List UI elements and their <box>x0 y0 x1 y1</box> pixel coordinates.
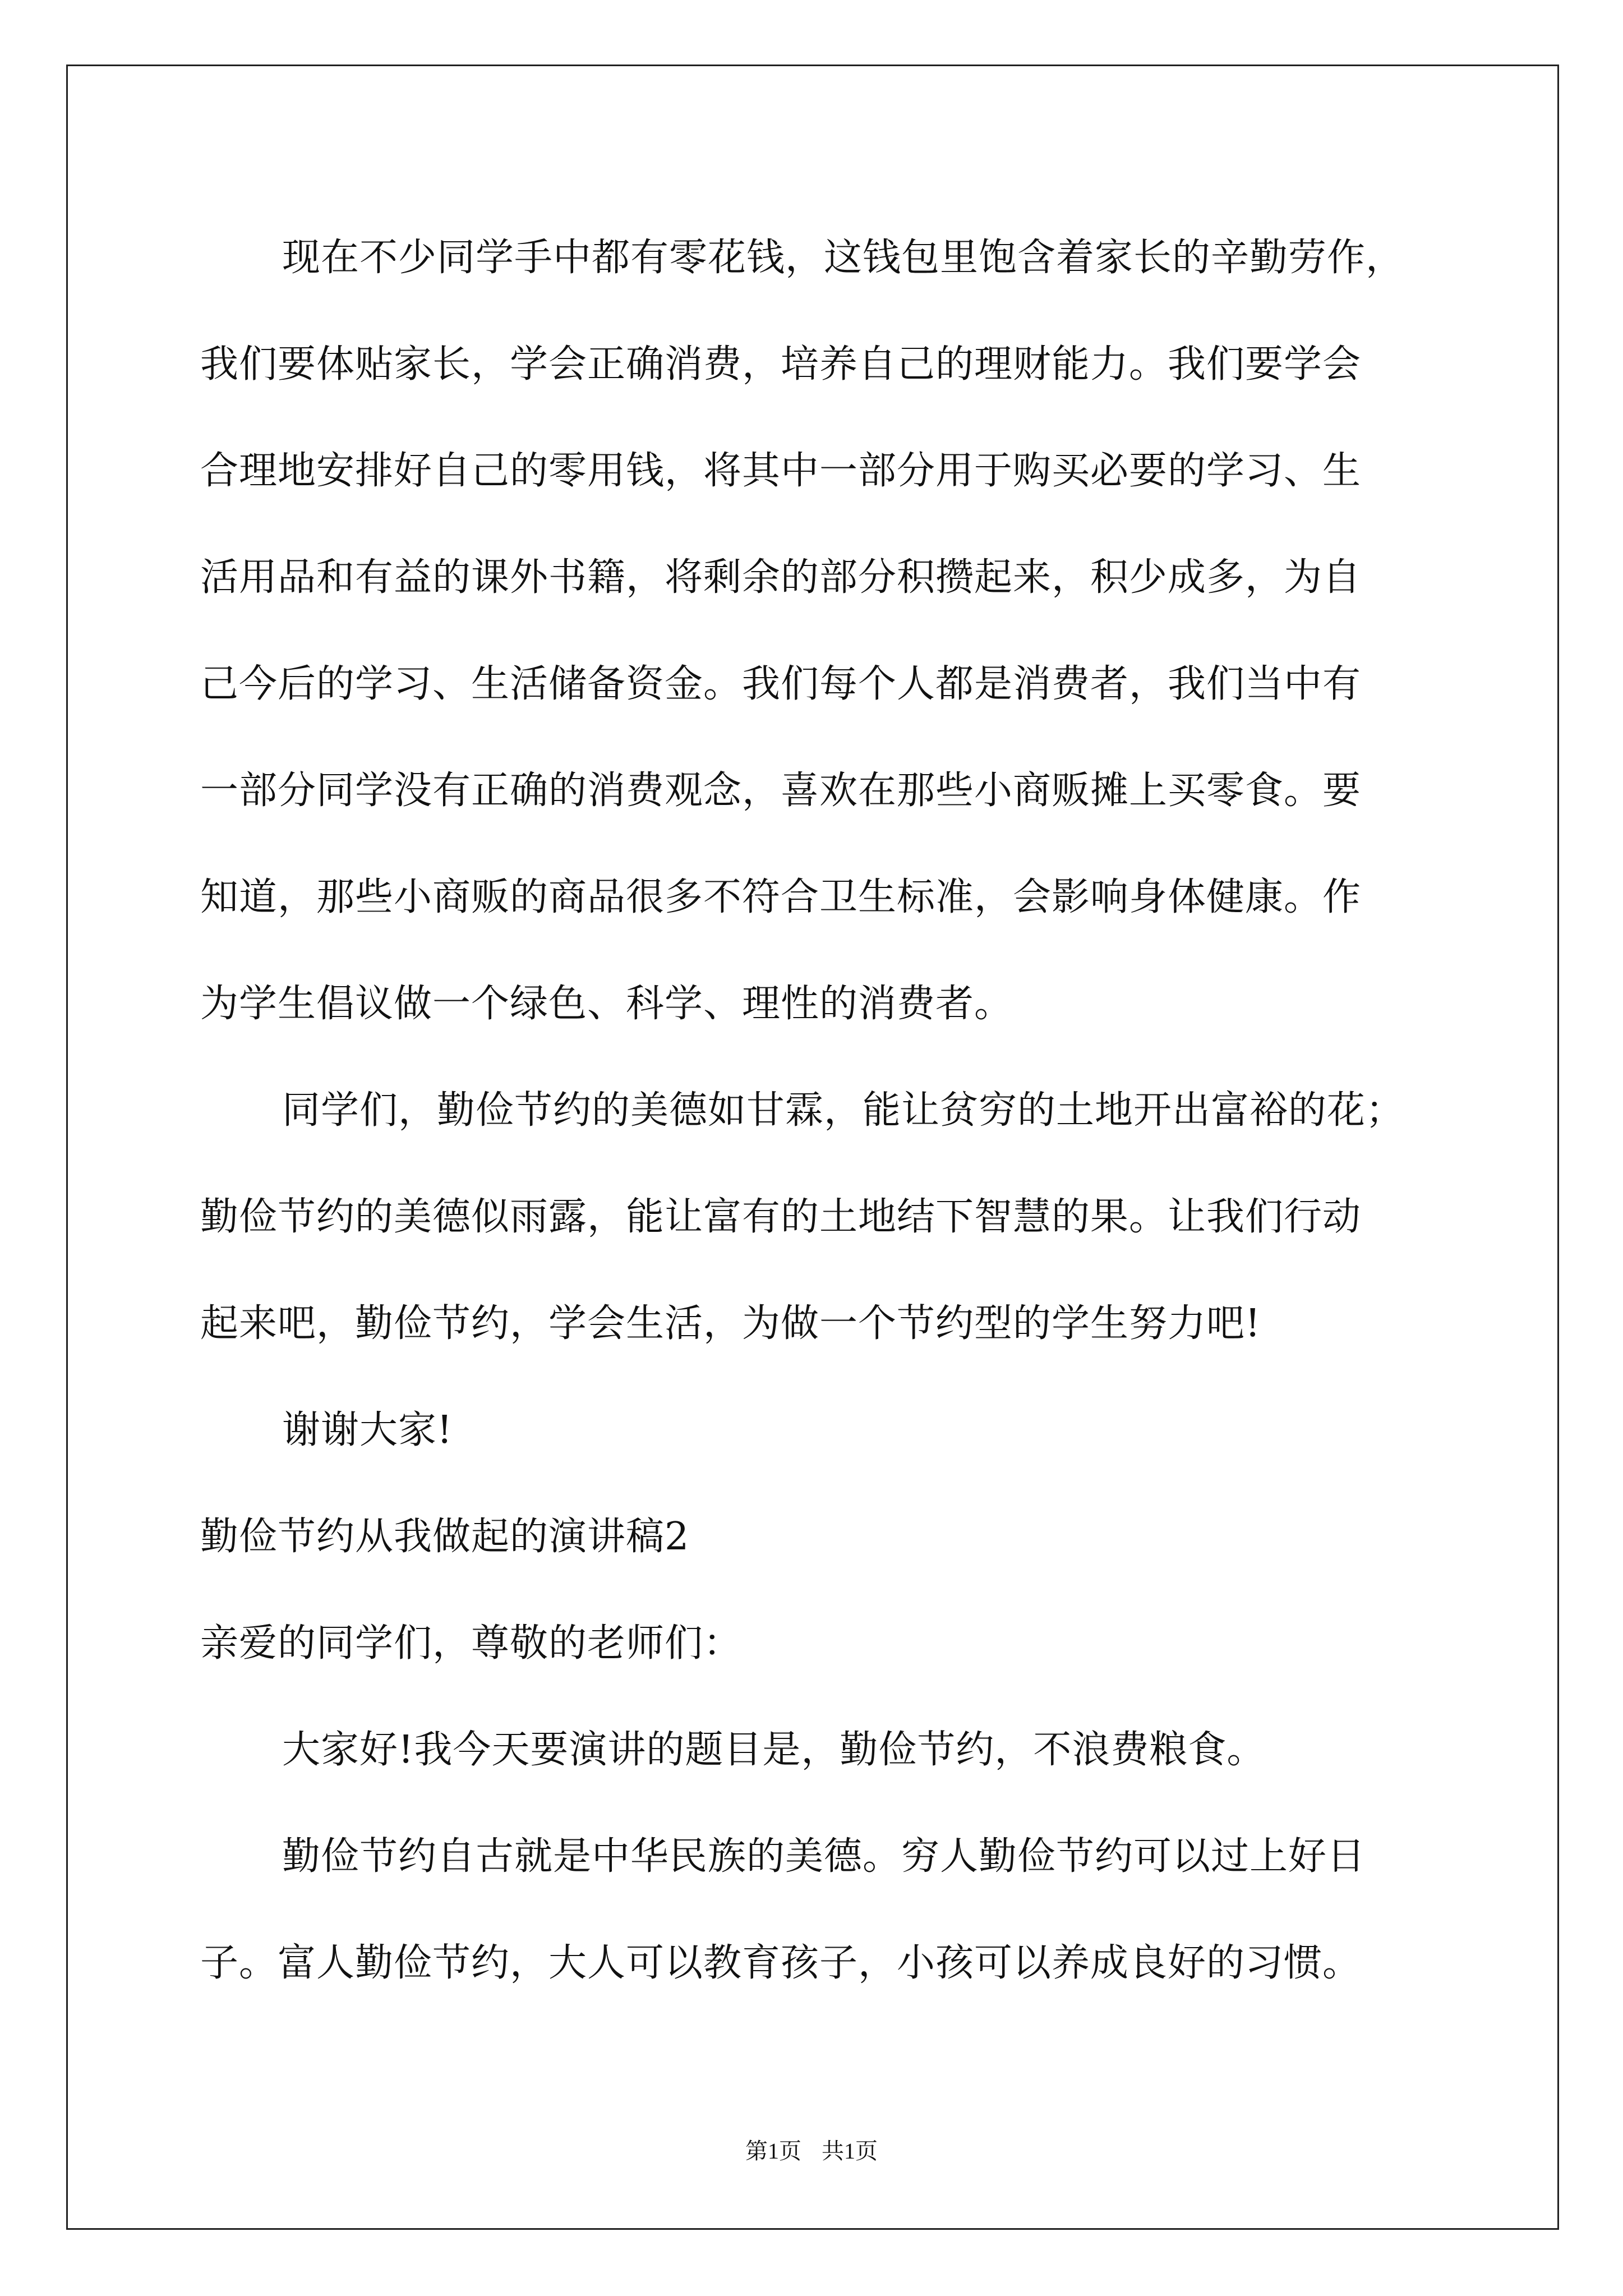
paragraph-line: 一部分同学没有正确的消费观念，喜欢在那些小商贩摊上买零食。要 <box>200 769 1362 813</box>
paragraph-line: 现在不少同学手中都有零花钱，这钱包里饱含着家长的辛勤劳作， <box>282 236 1405 280</box>
paragraph-line: 起来吧，勤俭节约，学会生活，为做一个节约型的学生努力吧! <box>200 1301 1261 1346</box>
page-total: 共1页 <box>822 2138 878 2164</box>
paragraph-line: 子。富人勤俭节约，大人可以教育孩子，小孩可以养成良好的习惯。 <box>200 1941 1362 1985</box>
paragraph-line: 合理地安排好自己的零用钱，将其中一部分用于购买必要的学习、生 <box>200 449 1362 493</box>
paragraph-line: 为学生倡议做一个绿色、科学、理性的消费者。 <box>200 982 1013 1026</box>
paragraph-line: 勤俭节约自古就是中华民族的美德。穷人勤俭节约可以过上好日 <box>282 1834 1366 1879</box>
page-footer <box>0 2134 1623 2168</box>
section-title: 勤俭节约从我做起的演讲稿2 <box>200 1515 690 1559</box>
salutation: 亲爱的同学们，尊敬的老师们： <box>200 1621 743 1665</box>
document-body <box>200 205 1440 2017</box>
paragraph-line: 同学们，勤俭节约的美德如甘霖，能让贫穷的土地开出富裕的花； <box>282 1088 1405 1133</box>
paragraph-line: 知道，那些小商贩的商品很多不符合卫生标准，会影响身体健康。作 <box>200 875 1362 919</box>
page-number: 第1页 <box>745 2138 801 2164</box>
closing-line: 谢谢大家! <box>282 1408 453 1452</box>
paragraph-line: 勤俭节约的美德似雨露，能让富有的土地结下智慧的果。让我们行动 <box>200 1195 1362 1239</box>
paragraph-line: 大家好!我今天要演讲的题目是，勤俭节约，不浪费粮食。 <box>282 1728 1266 1772</box>
paragraph-line: 己今后的学习、生活储备资金。我们每个人都是消费者，我们当中有 <box>200 662 1362 706</box>
paragraph-line: 我们要体贴家长，学会正确消费，培养自己的理财能力。我们要学会 <box>200 342 1362 386</box>
paragraph-line: 活用品和有益的课外书籍，将剩余的部分积攒起来，积少成多，为自 <box>200 555 1362 600</box>
